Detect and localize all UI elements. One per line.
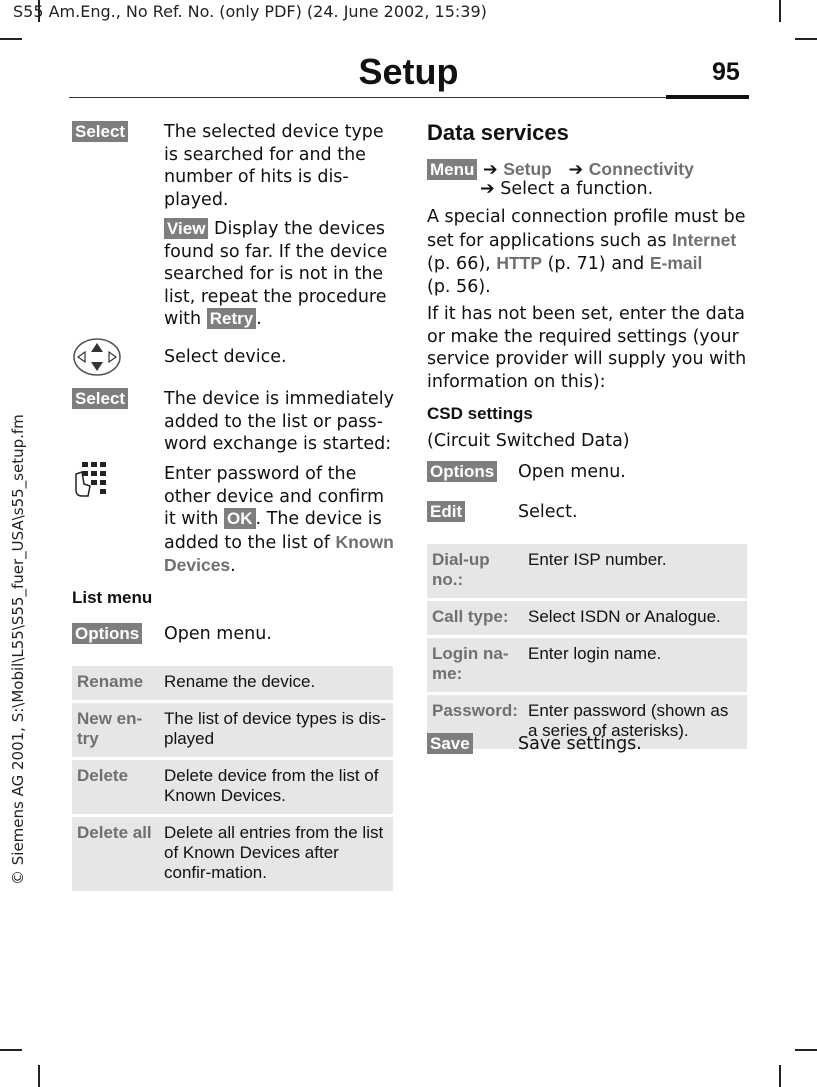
table-row: Login na-me: Enter login name. [427,638,747,692]
view-softkey: View [164,218,208,239]
menu-path: Menu ➔ Setup ➔ Connectivity [427,158,747,182]
table-row: Dial-up no.: Enter ISP number. [427,544,747,598]
options-description-left: Open menu. [164,624,272,644]
select-softkey-1: Select [72,121,128,142]
known-devices-link: Known Devices [164,531,394,575]
crop-mark [779,0,781,22]
keypad-icon [72,460,112,504]
table-row: New en-try The list of device types is dis-played [72,703,393,757]
crop-mark [795,1049,817,1051]
settings-paragraph: If it has not been set, enter the data or make the required settings (your service provider will supply you with information on this): [427,304,747,392]
nav-description: Select device. [164,347,287,367]
header-rule [69,97,749,98]
crop-mark [779,1065,781,1087]
internet-link: Internet [672,229,737,250]
table-row: Delete all Delete all entries from the list of Known Devices after confir-mation. [72,817,393,891]
menu-softkey: Menu [427,159,477,180]
table-row: Call type: Select ISDN or Analogue. [427,601,747,635]
ok-softkey: OK [224,508,256,529]
crop-mark [795,38,817,40]
arrow-icon: ➔ [482,160,498,180]
options-softkey-right: Options [427,461,497,482]
page-number: 95 [712,58,740,86]
crop-mark [0,38,22,40]
csd-settings-table [427,541,747,752]
side-copyright: © Siemens AG 2001, S:\Mobil\L55\S55_fuer_USA\s55_setup.fm [9,414,27,885]
edit-softkey: Edit [427,501,465,522]
arrow-icon: ➔ [568,160,584,180]
view-description: View Display the devices found so far. If the device searched for is not in the list, repeat the procedure with Retry . [164,219,388,329]
retry-softkey: Retry [207,308,256,329]
csd-heading: CSD settings [427,404,533,423]
select-description-2: The device is immediately added to the list or pass-word exchange is started: [164,389,394,454]
email-link: E-mail [649,253,703,273]
select-softkey-2: Select [72,388,128,409]
header-rule-accent [666,95,749,99]
table-row: Rename Rename the device. [72,666,393,700]
list-menu-heading: List menu [72,588,153,607]
crop-mark [0,1049,22,1051]
table-row: Password: Enter password (shown as a series of asterisks). [427,695,747,749]
crop-mark [38,1065,40,1087]
data-services-heading: Data services [427,120,569,145]
running-header: S55 Am.Eng., No Ref. No. (only PDF) (24. June 2002, 15:39) [13,2,487,21]
save-description: Save settings. [518,734,642,754]
options-description-right: Open menu. [518,462,626,482]
navigation-key-icon [73,338,121,380]
csd-subtitle: (Circuit Switched Data) [427,431,630,451]
list-menu-table [72,663,393,894]
select-description-1: The selected device type is searched for and the number of hits is dis-played. [164,122,384,210]
keypad-description: Enter password of the other device and confirm it with OK . The device is added to the list of Known Devices. [164,464,394,576]
arrow-icon: ➔ [480,179,495,199]
profile-paragraph: A special connection profile must be set for applications such as Internet (p. 66), HTTP (p. 71) and E-mail (p. 56). [427,207,746,297]
menu-path-function: ➔ Select a function. [480,179,654,199]
options-softkey-left: Options [72,623,142,644]
page-title: Setup [358,51,459,92]
http-link: HTTP [496,253,543,273]
save-softkey: Save [427,733,473,754]
table-row: Delete Delete device from the list of Known Devices. [72,760,393,814]
edit-description: Select. [518,502,578,522]
